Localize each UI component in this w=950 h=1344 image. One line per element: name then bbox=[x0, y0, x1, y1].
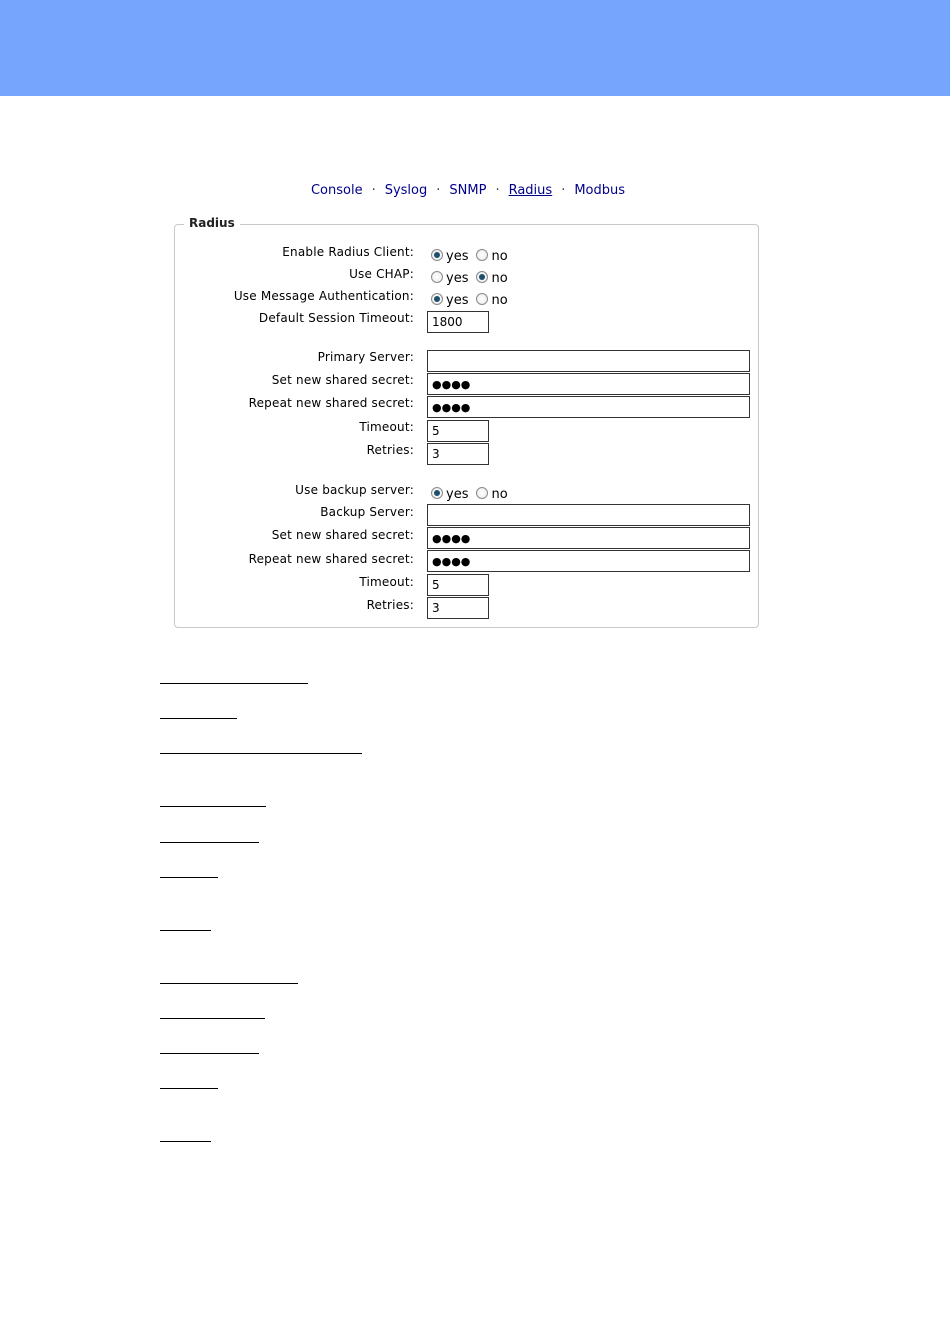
use-message-authentication-label: Use Message Authentication: bbox=[233, 289, 414, 303]
backup-repeat-secret-label: Repeat new shared secret: bbox=[248, 552, 414, 566]
underline-rule bbox=[160, 930, 211, 931]
primary-timeout-label: Timeout: bbox=[359, 420, 414, 434]
nav-separator: · bbox=[495, 183, 500, 198]
underline-rule bbox=[160, 877, 218, 878]
underline-rule bbox=[160, 1053, 259, 1054]
underline-rule bbox=[160, 683, 308, 684]
use-backup-server-yes-radio[interactable] bbox=[431, 487, 443, 499]
default-session-timeout-label: Default Session Timeout: bbox=[258, 311, 414, 325]
nav-modbus-link[interactable]: Modbus bbox=[574, 183, 626, 198]
primary-repeat-secret-input[interactable]: ●●●● bbox=[427, 396, 750, 418]
radio-label-yes: yes bbox=[446, 249, 469, 264]
use-message-authentication-no-radio[interactable] bbox=[476, 293, 488, 305]
underline-rule bbox=[160, 842, 259, 843]
backup-repeat-secret-input[interactable]: ●●●● bbox=[427, 550, 750, 572]
nav-console-link[interactable]: Console bbox=[310, 183, 363, 198]
radio-label-no: no bbox=[491, 487, 508, 502]
use-backup-server-label: Use backup server: bbox=[295, 483, 414, 497]
radio-label-yes: yes bbox=[446, 271, 469, 286]
radio-label-no: no bbox=[491, 271, 508, 286]
use-message-authentication-radio-group bbox=[431, 293, 516, 308]
underline-rule bbox=[160, 806, 266, 807]
page-header-bar bbox=[0, 0, 950, 96]
enable-radius-client-radio-group bbox=[431, 249, 516, 264]
primary-shared-secret-input[interactable]: ●●●● bbox=[427, 373, 750, 395]
nav-separator: · bbox=[371, 183, 376, 198]
primary-server-label: Primary Server: bbox=[317, 350, 414, 364]
backup-timeout-label: Timeout: bbox=[359, 575, 414, 589]
radio-label-yes: yes bbox=[446, 487, 469, 502]
primary-shared-secret-label: Set new shared secret: bbox=[271, 373, 414, 387]
radio-label-no: no bbox=[491, 249, 508, 264]
radio-label-yes: yes bbox=[446, 293, 469, 308]
default-session-timeout-input[interactable]: 1800 bbox=[427, 311, 489, 333]
primary-retries-input[interactable]: 3 bbox=[427, 443, 489, 465]
backup-retries-input[interactable]: 3 bbox=[427, 597, 489, 619]
backup-server-input[interactable] bbox=[427, 504, 750, 526]
backup-shared-secret-input[interactable]: ●●●● bbox=[427, 527, 750, 549]
settings-nav bbox=[0, 183, 936, 198]
primary-retries-label: Retries: bbox=[366, 443, 414, 457]
use-message-authentication-yes-radio[interactable] bbox=[431, 293, 443, 305]
nav-separator: · bbox=[436, 183, 441, 198]
nav-syslog-link[interactable]: Syslog bbox=[384, 183, 428, 198]
nav-radius-link[interactable]: Radius bbox=[508, 183, 553, 198]
underline-rule bbox=[160, 1088, 218, 1089]
use-chap-no-radio[interactable] bbox=[476, 271, 488, 283]
enable-radius-client-label: Enable Radius Client: bbox=[282, 245, 414, 259]
backup-shared-secret-label: Set new shared secret: bbox=[271, 528, 414, 542]
underline-rule bbox=[160, 1141, 211, 1142]
underline-rule bbox=[160, 1018, 265, 1019]
use-chap-radio-group bbox=[431, 271, 516, 286]
primary-timeout-input[interactable]: 5 bbox=[427, 420, 489, 442]
primary-repeat-secret-label: Repeat new shared secret: bbox=[248, 396, 414, 410]
backup-timeout-input[interactable]: 5 bbox=[427, 574, 489, 596]
nav-separator: · bbox=[561, 183, 566, 198]
enable-radius-client-yes-radio[interactable] bbox=[431, 249, 443, 261]
radius-legend: Radius bbox=[184, 216, 240, 230]
underline-rule bbox=[160, 718, 237, 719]
primary-server-input[interactable] bbox=[427, 350, 750, 372]
enable-radius-client-no-radio[interactable] bbox=[476, 249, 488, 261]
use-chap-label: Use CHAP: bbox=[349, 267, 414, 281]
backup-server-label: Backup Server: bbox=[320, 505, 414, 519]
backup-retries-label: Retries: bbox=[366, 598, 414, 612]
use-backup-server-radio-group bbox=[431, 487, 516, 502]
underline-rule bbox=[160, 983, 298, 984]
nav-snmp-link[interactable]: SNMP bbox=[449, 183, 487, 198]
use-chap-yes-radio[interactable] bbox=[431, 271, 443, 283]
underline-rule bbox=[160, 753, 362, 754]
radio-label-no: no bbox=[491, 293, 508, 308]
use-backup-server-no-radio[interactable] bbox=[476, 487, 488, 499]
